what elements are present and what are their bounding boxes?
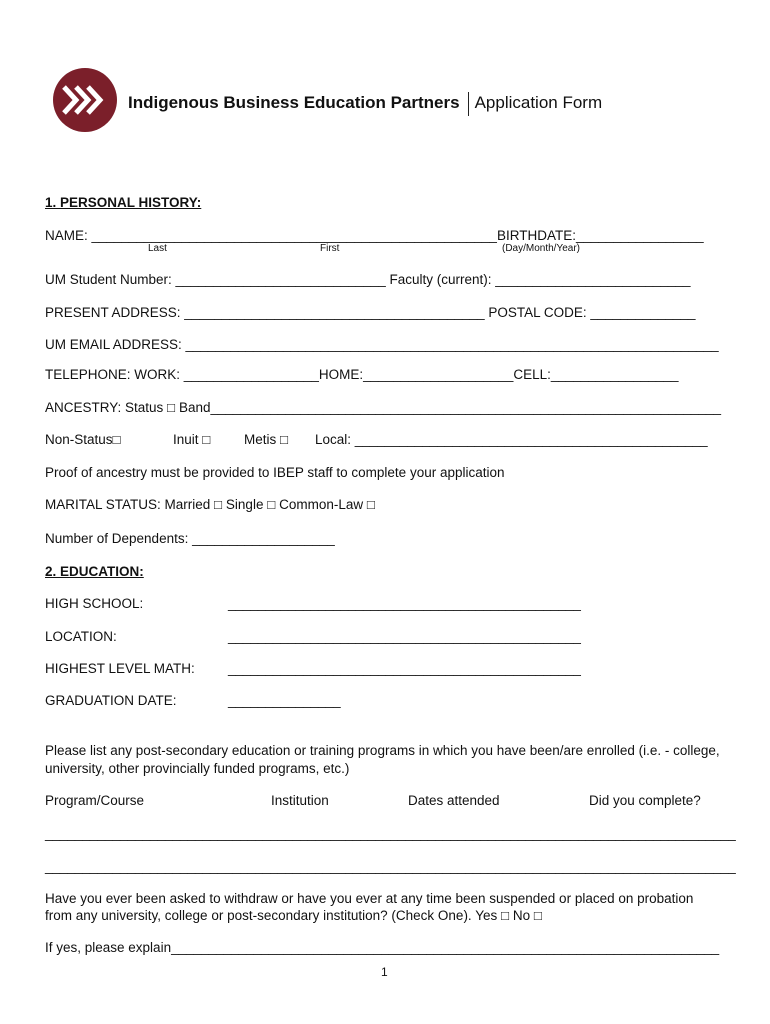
- withdraw-question-line-2[interactable]: from any university, college or post-secondary institution? (Check One). Yes □ No □: [45, 908, 543, 923]
- graduation-date-label: GRADUATION DATE:: [45, 693, 177, 708]
- high-school-field[interactable]: _______________________________________________: [228, 596, 581, 611]
- ibep-chevron-logo-icon: [52, 67, 118, 133]
- page-header: [128, 92, 602, 116]
- telephone-field[interactable]: TELEPHONE: WORK: __________________HOME:____________________CELL:_________________: [45, 367, 679, 382]
- column-program-course: Program/Course: [45, 793, 145, 808]
- post-secondary-instructions-line-2: university, other provincially funded programs, etc.): [45, 761, 350, 776]
- withdraw-question-line-1: Have you ever been asked to withdraw or have you ever at any time been suspended or placed on probation: [45, 891, 694, 906]
- column-institution: Institution: [271, 793, 329, 808]
- section-heading-education: 2. EDUCATION:: [45, 564, 144, 579]
- location-field[interactable]: _______________________________________________: [228, 629, 581, 644]
- highest-math-field[interactable]: _______________________________________________: [228, 661, 581, 676]
- post-secondary-instructions-line-1: Please list any post-secondary education or training programs in which you have been/are enrolled (i.e. - college,: [45, 743, 720, 758]
- program-entry-row-2[interactable]: ____________________________________________________________________________________________: [45, 859, 736, 874]
- org-name: Indigenous Business Education Partners: [128, 93, 460, 113]
- page-number: 1: [381, 965, 388, 979]
- name-birthdate-field[interactable]: NAME: ______________________________________________________BIRTHDATE:_________________: [45, 228, 704, 243]
- high-school-label: HIGH SCHOOL:: [45, 596, 144, 611]
- form-title: Application Form: [474, 93, 603, 113]
- dependents-label: Number of Dependents:: [45, 531, 193, 546]
- section-heading-personal-history: 1. PERSONAL HISTORY:: [45, 195, 202, 210]
- location-label: LOCATION:: [45, 629, 117, 644]
- birthdate-format-hint: (Day/Month/Year): [502, 243, 580, 254]
- explain-field[interactable]: If yes, please explain_________________________________________________________________________: [45, 940, 720, 955]
- ancestry-status-band-field[interactable]: ANCESTRY: Status □ Band____________________________________________________________________: [45, 400, 722, 415]
- proof-of-ancestry-note: Proof of ancestry must be provided to IBEP staff to complete your application: [45, 465, 505, 480]
- email-field[interactable]: UM EMAIL ADDRESS: _______________________________________________________________________: [45, 337, 719, 352]
- metis-checkbox[interactable]: Metis □: [244, 432, 289, 447]
- highest-math-label: HIGHEST LEVEL MATH:: [45, 661, 195, 676]
- student-number-faculty-field[interactable]: UM Student Number: ____________________________ Faculty (current): __________________________: [45, 272, 691, 287]
- address-postal-field[interactable]: PRESENT ADDRESS: ________________________________________ POSTAL CODE: ______________: [45, 305, 696, 320]
- name-first-label: First: [320, 243, 340, 254]
- marital-status-checkboxes[interactable]: MARITAL STATUS: Married □ Single □ Common-Law □: [45, 497, 376, 512]
- dependents-field[interactable]: [45, 531, 335, 546]
- name-last-label: Last: [148, 243, 167, 254]
- column-dates-attended: Dates attended: [408, 793, 500, 808]
- column-did-you-complete: Did you complete?: [589, 793, 701, 808]
- graduation-date-field[interactable]: _______________: [228, 693, 341, 708]
- local-field[interactable]: Local: _______________________________________________: [315, 432, 708, 447]
- dependents-blank[interactable]: ___________________: [192, 531, 335, 546]
- non-status-checkbox[interactable]: Non-Status□: [45, 432, 121, 447]
- program-entry-row-1[interactable]: ____________________________________________________________________________________________: [45, 826, 736, 841]
- inuit-checkbox[interactable]: Inuit □: [173, 432, 211, 447]
- title-divider: [468, 92, 469, 116]
